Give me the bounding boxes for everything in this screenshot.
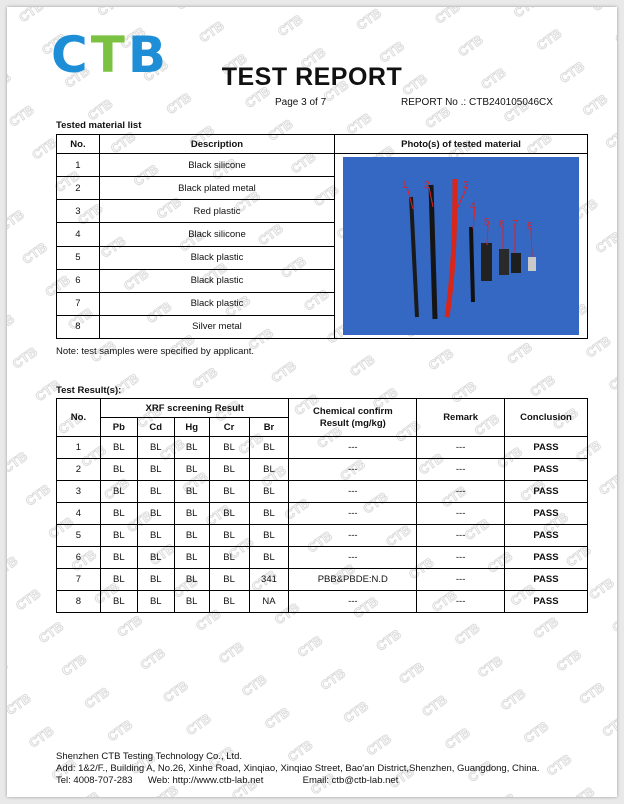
samples-note: Note: test samples were specified by applicant. [56, 346, 255, 357]
results-cell-no: 3 [57, 481, 101, 503]
results-cell-cd: BL [137, 481, 174, 503]
sample-6-part [499, 249, 509, 275]
results-cell-conclusion: PASS [505, 503, 588, 525]
results-row [57, 481, 588, 503]
footer-contacts [56, 775, 539, 787]
materials-table [56, 134, 588, 339]
results-cell-no: 2 [57, 459, 101, 481]
results-header-pb: Pb [100, 418, 137, 437]
results-cell-br: BL [249, 459, 289, 481]
results-cell-br: 341 [249, 569, 289, 591]
results-cell-chemical: --- [289, 481, 417, 503]
results-header-no: No. [57, 399, 101, 437]
results-cell-cd: BL [137, 503, 174, 525]
results-cell-no: 7 [57, 569, 101, 591]
results-cell-cr: BL [209, 525, 249, 547]
photo-label-5: 5 [484, 217, 490, 228]
results-header-cd: Cd [137, 418, 174, 437]
material-no: 2 [57, 177, 100, 200]
photo-label-6: 6 [499, 219, 505, 230]
results-cell-conclusion: PASS [505, 591, 588, 613]
results-cell-no: 8 [57, 591, 101, 613]
results-cell-cd: BL [137, 437, 174, 459]
results-section-title: Test Result(s): [56, 385, 122, 396]
results-cell-cd: BL [137, 591, 174, 613]
logo-letter-c: C [51, 26, 91, 84]
results-cell-cr: BL [209, 547, 249, 569]
results-cell-br: BL [249, 503, 289, 525]
results-cell-hg: BL [174, 591, 209, 613]
results-cell-cd: BL [137, 547, 174, 569]
results-cell-br: BL [249, 547, 289, 569]
material-no: 1 [57, 154, 100, 177]
report-title: TEST REPORT [221, 63, 403, 91]
results-cell-conclusion: PASS [505, 547, 588, 569]
results-cell-no: 6 [57, 547, 101, 569]
page-number: Page 3 of 7 [275, 97, 327, 108]
results-cell-chemical: --- [289, 459, 417, 481]
results-cell-no: 1 [57, 437, 101, 459]
materials-header-description: Description [99, 135, 334, 154]
results-cell-hg: BL [174, 547, 209, 569]
results-cell-br: BL [249, 437, 289, 459]
results-row [57, 569, 588, 591]
sample-5-part [481, 243, 492, 281]
results-cell-remark: --- [417, 437, 505, 459]
material-description: Black plastic [99, 292, 334, 315]
material-description: Black silicone [99, 154, 334, 177]
footer-web: Web: http://www.ctb-lab.net [147, 775, 264, 786]
results-cell-chemical: --- [289, 503, 417, 525]
material-description: Black plated metal [99, 177, 334, 200]
results-row [57, 437, 588, 459]
results-row [57, 459, 588, 481]
results-cell-pb: BL [100, 459, 137, 481]
materials-section-title: Tested material list [56, 120, 142, 131]
results-cell-pb: BL [100, 437, 137, 459]
results-header-remark: Remark [417, 399, 505, 437]
materials-header-photo: Photo(s) of tested material [335, 135, 588, 154]
results-row [57, 547, 588, 569]
results-cell-cr: BL [209, 569, 249, 591]
results-cell-remark: --- [417, 525, 505, 547]
results-cell-cd: BL [137, 459, 174, 481]
report-page [7, 7, 617, 797]
results-header-chemical: Chemical confirm Result (mg/kg) [289, 399, 417, 437]
results-cell-br: BL [249, 481, 289, 503]
footer-address: Add: 1&2/F., Building A, No.26, Xinhe Road, Xinqiao, Xinqiao Street, Bao'an District,Shenzhen, Guangdong, China. [56, 763, 540, 774]
results-cell-no: 4 [57, 503, 101, 525]
materials-header-no: No. [57, 135, 100, 154]
results-cell-cr: BL [209, 503, 249, 525]
photo-label-4: 4 [470, 201, 476, 212]
results-cell-conclusion: PASS [505, 525, 588, 547]
results-cell-hg: BL [174, 503, 209, 525]
results-cell-remark: --- [417, 547, 505, 569]
results-cell-hg: BL [174, 437, 209, 459]
photo-label-1: 1 [402, 180, 408, 191]
results-row [57, 591, 588, 613]
results-cell-chemical: --- [289, 525, 417, 547]
results-cell-br: NA [249, 591, 289, 613]
material-no: 4 [57, 223, 100, 246]
footer [56, 751, 539, 787]
material-no: 6 [57, 269, 100, 292]
results-cell-conclusion: PASS [505, 459, 588, 481]
results-header-cr: Cr [209, 418, 249, 437]
results-cell-remark: --- [417, 481, 505, 503]
results-cell-chemical: PBB&PBDE:N.D [289, 569, 417, 591]
photo-label-7: 7 [512, 219, 518, 230]
sample-8-part [528, 257, 536, 271]
results-cell-pb: BL [100, 569, 137, 591]
results-cell-cd: BL [137, 525, 174, 547]
results-cell-pb: BL [100, 481, 137, 503]
results-cell-hg: BL [174, 569, 209, 591]
material-description: Black plastic [99, 246, 334, 269]
results-cell-remark: --- [417, 591, 505, 613]
material-no: 7 [57, 292, 100, 315]
results-cell-remark: --- [417, 503, 505, 525]
results-header-hg: Hg [174, 418, 209, 437]
results-cell-conclusion: PASS [505, 437, 588, 459]
results-row [57, 503, 588, 525]
results-cell-conclusion: PASS [505, 569, 588, 591]
photo-label-8: 8 [527, 221, 533, 232]
material-description: Black silicone [99, 223, 334, 246]
results-table [56, 398, 588, 613]
photo-label-2: 2 [424, 180, 430, 191]
results-cell-hg: BL [174, 459, 209, 481]
results-cell-cr: BL [209, 437, 249, 459]
material-no: 3 [57, 200, 100, 223]
results-cell-hg: BL [174, 481, 209, 503]
results-cell-conclusion: PASS [505, 481, 588, 503]
results-cell-cr: BL [209, 481, 249, 503]
footer-tel: Tel: 4008-707-283 [56, 775, 133, 786]
logo-letter-b: B [127, 26, 169, 84]
material-description: Red plastic [99, 200, 334, 223]
results-cell-remark: --- [417, 569, 505, 591]
photo-label-3: 3 [463, 180, 469, 191]
results-cell-pb: BL [100, 525, 137, 547]
results-cell-chemical: --- [289, 437, 417, 459]
logo-letter-t: T [90, 26, 128, 84]
material-description: Silver metal [99, 315, 334, 338]
results-header-xrf: XRF screening Result [100, 399, 289, 418]
report-number: REPORT No .: CTB240105046CX [401, 97, 553, 108]
results-cell-chemical: --- [289, 591, 417, 613]
tested-material-photo [343, 157, 579, 335]
results-cell-chemical: --- [289, 547, 417, 569]
results-cell-hg: BL [174, 525, 209, 547]
results-header-br: Br [249, 418, 289, 437]
material-no: 5 [57, 246, 100, 269]
footer-email: Email: ctb@ctb-lab.net [302, 775, 399, 786]
results-cell-no: 5 [57, 525, 101, 547]
results-cell-pb: BL [100, 547, 137, 569]
results-cell-br: BL [249, 525, 289, 547]
results-cell-cd: BL [137, 569, 174, 591]
results-header-conclusion: Conclusion [505, 399, 588, 437]
footer-company: Shenzhen CTB Testing Technology Co., Ltd. [56, 751, 243, 762]
material-no: 8 [57, 315, 100, 338]
results-cell-remark: --- [417, 459, 505, 481]
results-cell-pb: BL [100, 503, 137, 525]
results-cell-cr: BL [209, 459, 249, 481]
sample-4-strip [471, 227, 473, 302]
results-cell-cr: BL [209, 591, 249, 613]
sample-7-part [511, 253, 521, 273]
results-cell-pb: BL [100, 591, 137, 613]
results-row [57, 525, 588, 547]
material-photo-cell [335, 154, 588, 339]
material-description: Black plastic [99, 269, 334, 292]
